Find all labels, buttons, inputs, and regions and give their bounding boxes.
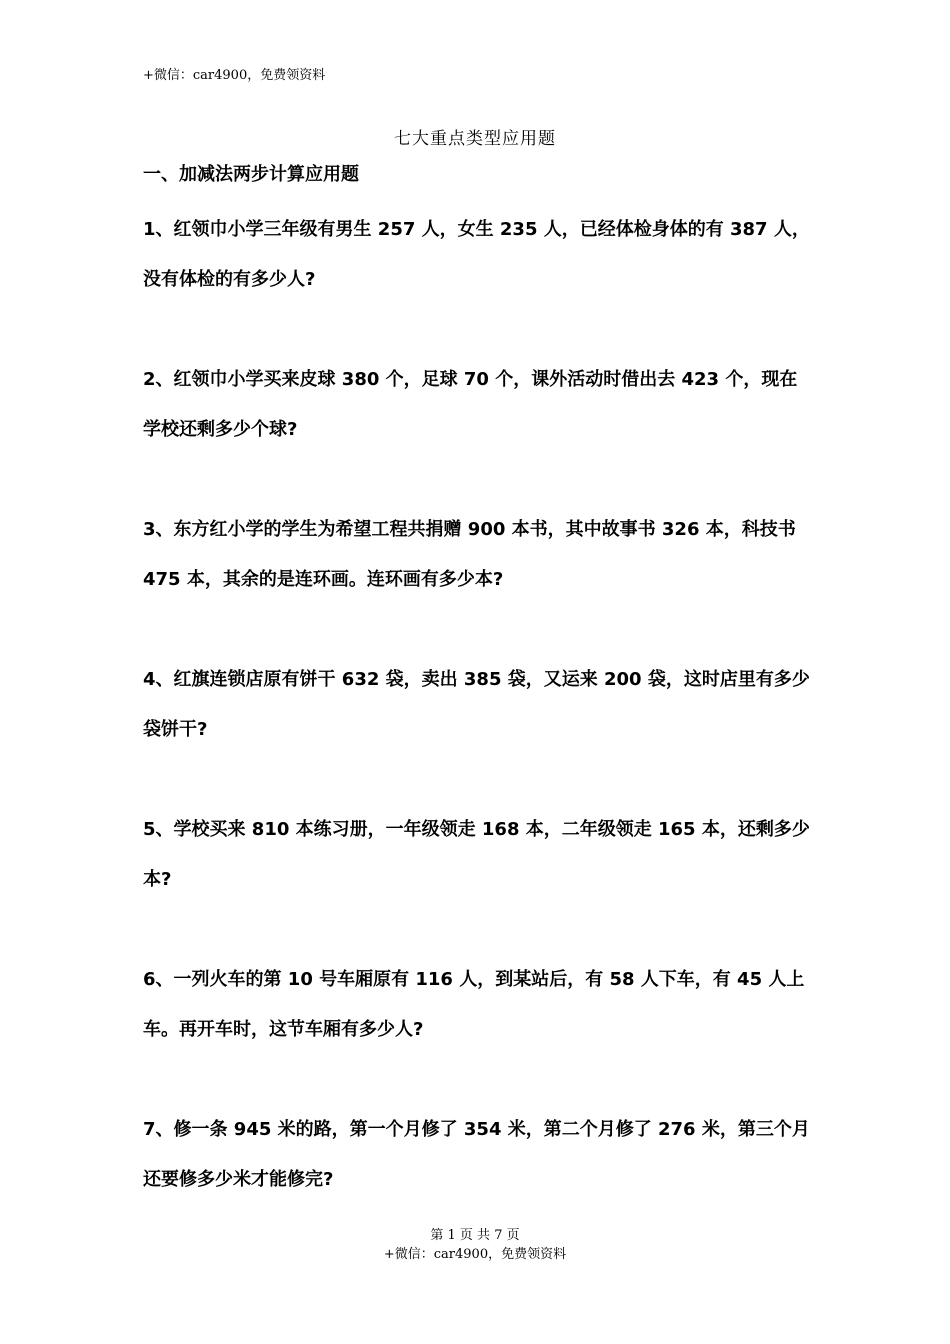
problem-item: 2、红领巾小学买来皮球 380 个，足球 70 个，课外活动时借出去 423 个，现在学校还剩多少个球? <box>143 369 798 440</box>
section-heading: 一、加减法两步计算应用题 <box>143 164 359 185</box>
problem-list <box>143 205 813 1255</box>
footer-note: +微信：car4900，免费领资料 <box>383 1247 567 1262</box>
problem-item: 4、红旗连锁店原有饼干 632 袋，卖出 385 袋，又运来 200 袋，这时店里有多少袋饼干? <box>143 669 810 740</box>
header-note: +微信：car4900，免费领资料 <box>143 68 326 83</box>
problem-item: 6、一列火车的第 10 号车厢原有 116 人，到某站后，有 58 人下车，有 45 人上车。再开车时，这节车厢有多少人? <box>143 969 805 1040</box>
problem-item: 3、东方红小学的学生为希望工程共捐赠 900 本书，其中故事书 326 本，科技书 475 本，其余的是连环画。连环画有多少本? <box>143 519 796 590</box>
document-title: 七大重点类型应用题 <box>394 129 556 149</box>
problem-item: 1、红领巾小学三年级有男生 257 人，女生 235 人，已经体检身体的有 387 人，没有体检的有多少人? <box>143 219 810 290</box>
problem-item: 5、学校买来 810 本练习册，一年级领走 168 本，二年级领走 165 本，还剩多少本? <box>143 819 810 890</box>
page-number: 第 1 页 共 7 页 <box>430 1228 520 1243</box>
problem-item: 7、修一条 945 米的路，第一个月修了 354 米，第二个月修了 276 米，第三个月还要修多少米才能修完? <box>143 1119 810 1190</box>
